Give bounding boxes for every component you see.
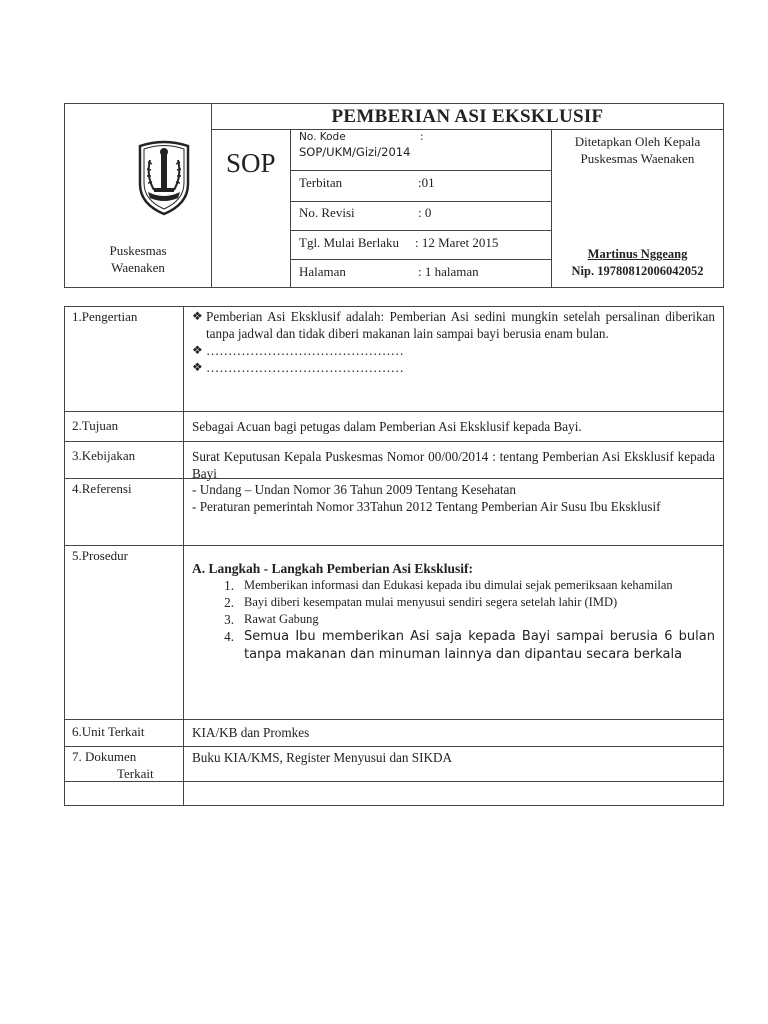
- row-label: 1.Pengertian: [72, 309, 138, 324]
- terbitan-value: :01: [418, 175, 435, 190]
- tanggal-label: Tgl. Mulai Berlaku: [299, 235, 400, 250]
- list-item: [192, 359, 715, 376]
- tanggal-value: : 12 Maret 2015: [415, 235, 499, 250]
- placeholder-dots: ………………………………………: [206, 343, 404, 358]
- revisi-row: [291, 202, 551, 231]
- row-label: 4.Referensi: [72, 481, 132, 496]
- table-row-empty: [65, 782, 723, 805]
- sop-cell: [212, 130, 291, 287]
- revisi-value: : 0: [418, 205, 432, 220]
- pengertian-text: Pemberian Asi Eksklusif adalah: Pemberian Asi sedini mungkin setelah persalinan diberikan tanpa jadwal dan tidak diberi makanan lain sampai bayi berusia enam bulan.: [206, 309, 715, 341]
- revisi-label: No. Revisi: [299, 205, 355, 220]
- approver-name: Martinus Nggeang: [587, 247, 688, 261]
- sop-header: [64, 103, 724, 288]
- prosedur-steps: [192, 577, 715, 664]
- list-item: [192, 342, 715, 359]
- approval-line1: Ditetapkan Oleh Kepala: [574, 134, 701, 149]
- row-label: 3.Kebijakan: [72, 448, 136, 463]
- sop-label: SOP: [226, 148, 276, 178]
- org-name-line2: Waenaken: [111, 260, 165, 275]
- step-item: 3. Rawat Gabung: [224, 612, 319, 627]
- row-label: 7. Dokumen: [72, 749, 137, 764]
- diamond-bullet-icon: ❖: [192, 360, 203, 374]
- org-name-line1: Puskesmas: [109, 243, 167, 258]
- table-row-tujuan: [65, 412, 723, 442]
- no-kode-row: [291, 130, 551, 171]
- terbitan-row: [291, 171, 551, 202]
- table-row-unit-terkait: [65, 720, 723, 747]
- step-item: 2. Bayi diberi kesempatan mulai menyusui sendiri segera setelah lahir (IMD): [224, 595, 618, 610]
- tanggal-row: [291, 231, 551, 260]
- row-label-cont: Terkait: [117, 766, 154, 781]
- row-label: 6.Unit Terkait: [72, 724, 145, 739]
- diamond-bullet-icon: ❖: [192, 343, 203, 357]
- approval-line2: Puskesmas Waenaken: [580, 151, 695, 166]
- no-kode-separator: :: [420, 131, 424, 143]
- tujuan-text: Sebagai Acuan bagi petugas dalam Pemberian Asi Eksklusif kepada Bayi.: [192, 419, 582, 434]
- kebijakan-text: Surat Keputusan Kepala Puskesmas Nomor 00/00/2014 : tentang Pemberian Asi Eksklusif kepada Bayi: [192, 449, 715, 481]
- step-item: 4. Semua Ibu memberikan Asi saja kepada Bayi sampai berusia 6 bulan tanpa makanan dan minuman lainnya dan dipantau secara berkala: [224, 629, 715, 662]
- step-item: 1. Memberikan informasi dan Edukasi kepada ibu dimulai sejak pemeriksaan kehamilan: [224, 578, 673, 593]
- document-info: [291, 130, 552, 287]
- document-title: PEMBERIAN ASI EKSKLUSIF: [212, 104, 723, 130]
- halaman-label: Halaman: [299, 264, 346, 279]
- table-row-pengertian: [65, 307, 723, 412]
- row-label: 5.Prosedur: [72, 548, 128, 563]
- dokumen-text: Buku KIA/KMS, Register Menyusui dan SIKDA: [192, 750, 453, 765]
- row-label: 2.Tujuan: [72, 418, 119, 433]
- no-kode-label: No. Kode: [299, 131, 346, 143]
- table-row-referensi: [65, 479, 723, 546]
- approval-block: [552, 130, 723, 287]
- halaman-row: [291, 260, 551, 287]
- table-row-kebijakan: [65, 442, 723, 479]
- diamond-bullet-icon: ❖: [192, 309, 203, 323]
- unit-text: KIA/KB dan Promkes: [192, 725, 310, 740]
- logo-cell: [65, 104, 212, 287]
- halaman-value: : 1 halaman: [418, 264, 479, 279]
- sop-table: [64, 306, 724, 806]
- referensi-item-1: - Undang – Undan Nomor 36 Tahun 2009 Tentang Kesehatan: [192, 482, 516, 497]
- no-kode-value: SOP/UKM/Gizi/2014: [299, 145, 411, 159]
- referensi-item-2: - Peraturan pemerintah Nomor 33Tahun 2012 Tentang Pemberian Air Susu Ibu Eksklusif: [192, 499, 661, 514]
- table-row-dokumen: [65, 747, 723, 782]
- approver-nip: Nip. 19780812006042052: [571, 264, 704, 278]
- table-row-prosedur: [65, 546, 723, 720]
- placeholder-dots: ………………………………………: [206, 360, 404, 375]
- regional-emblem-icon: [136, 140, 192, 216]
- list-item: [192, 308, 715, 342]
- terbitan-label: Terbitan: [299, 175, 343, 190]
- prosedur-heading: A. Langkah - Langkah Pemberian Asi Eksklusif:: [192, 561, 473, 576]
